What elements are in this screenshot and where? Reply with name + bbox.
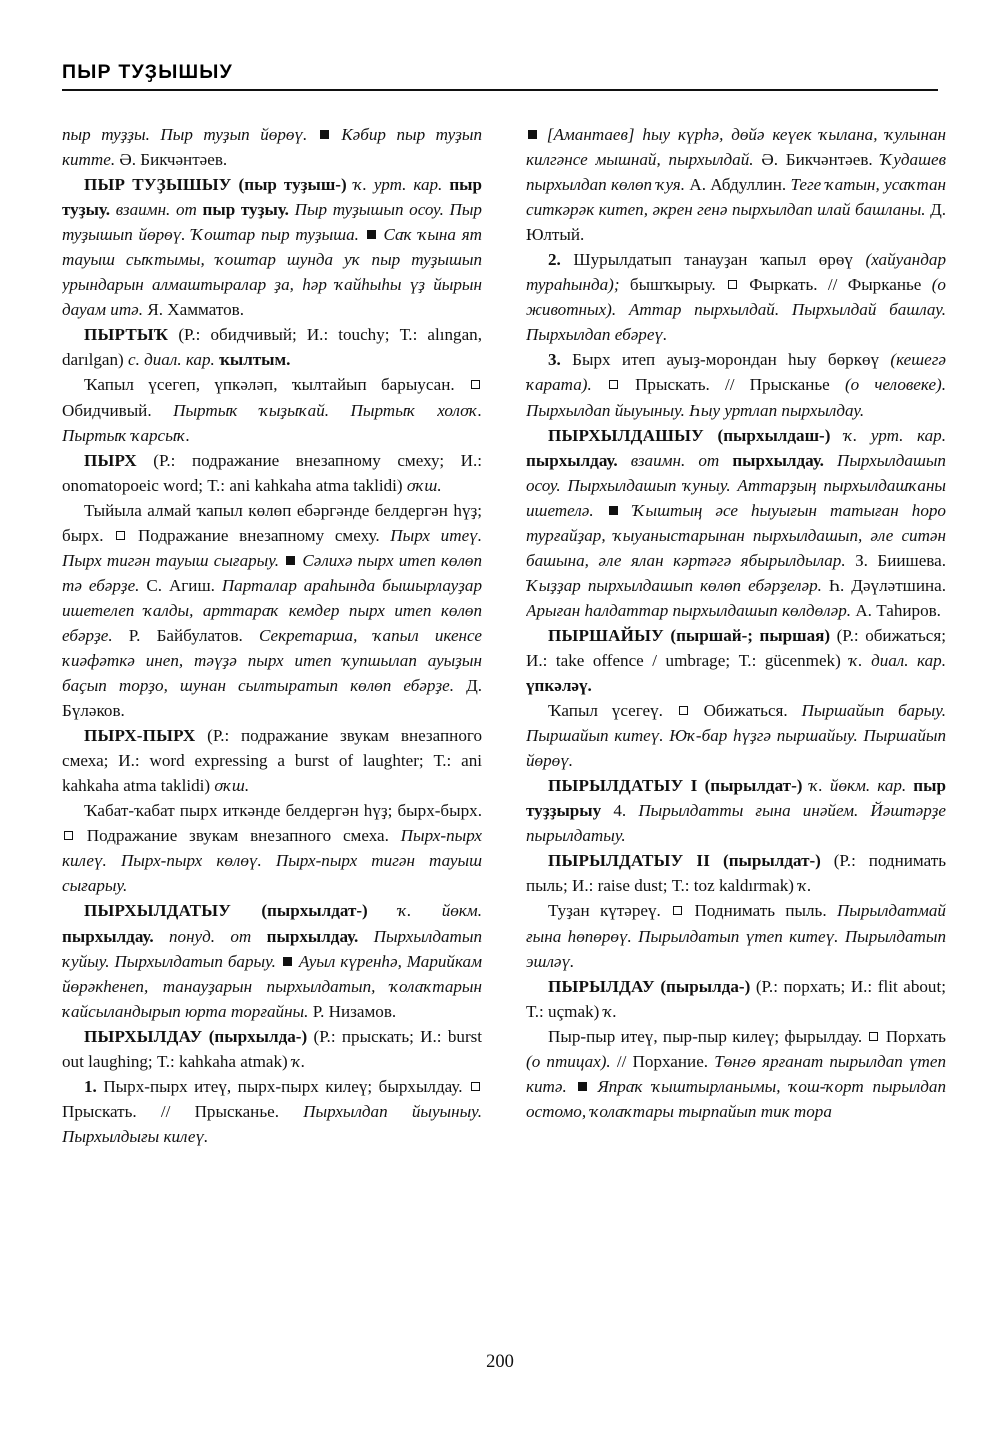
cross-reference-2[interactable]: пырхылдау.	[732, 450, 824, 470]
gloss-tr-label: Т.:	[207, 475, 226, 495]
gloss-ru-label: Р.:	[761, 976, 778, 996]
gloss-ru: подражание звукам внезапного смеха;	[62, 726, 482, 771]
headword: ПЫРШАЙЫУ	[548, 625, 664, 645]
paradigm: (пырылдат-)	[723, 851, 821, 871]
sense-bashkir-end: бышҡырыу.	[629, 275, 716, 295]
entry-pyrxyldau-sense-3	[526, 347, 946, 422]
definition-bashkir: Тыйыла алмай ҡапыл көлөп ебәргәнде белдергән һүҙ; бырх.	[62, 500, 482, 545]
sense-ru-b: Прысканье	[749, 375, 830, 395]
gloss-en: take offence / umbrage;	[555, 650, 731, 670]
sense-examples: Пырхылдап йыуыныу. Һыу уртлап пырхылдау.	[526, 400, 865, 420]
gloss-tr: kahkaha atmak)	[179, 1051, 288, 1071]
sense-ru-paren: (о человеке).	[844, 375, 946, 395]
cross-reference[interactable]: үпкәләү.	[526, 676, 592, 696]
filled-square-marker-icon	[286, 556, 295, 565]
cross-reference[interactable]: пыр туҙҙырыу	[526, 776, 946, 821]
filled-square-marker-icon	[283, 957, 292, 966]
gloss-ru: подражание внезапному смеху;	[191, 450, 445, 470]
citation-1: Сәлихә пырх итеп көлөп тә ебәрҙе.	[62, 550, 482, 595]
examples: Пырхылдашып осоу. Пырхылдашып ҡуныу. Аттарҙың пырхылдашҡаны ишетелә.	[526, 450, 946, 520]
cross-reference-2[interactable]: пырхылдау.	[266, 926, 359, 946]
gloss-en-label: И.:	[460, 450, 482, 470]
citation-2: Парталар араһында бышырлауҙар ишетелеп ҡалды, арттараҡ кемдер пырх итеп көлөп ебәрҙе.	[62, 575, 482, 645]
double-slash-marker: //	[160, 1101, 171, 1121]
gloss-tr: toz kaldırmak)	[693, 876, 794, 896]
entry-pyrx: ПЫРХ (Р.: подражание внезапному смеху; И.: onomatopoeic word; Т.: ani kahkaha atma taklidi) оҡш.	[62, 450, 482, 495]
cross-reference-sense: 4.	[613, 801, 627, 821]
sense-ru-b: Фырканье	[847, 275, 922, 295]
attribution-1: С. Агиш.	[146, 575, 215, 595]
sense-ru-paren: (о животных).	[526, 275, 946, 320]
definition-ru: Подражание внезапному смеху.	[137, 525, 380, 545]
gloss-tr-label: Т.:	[433, 751, 452, 771]
entry-pyryldatyu-1	[526, 773, 946, 848]
cross-reference-2[interactable]: пыр туҙыу.	[202, 200, 289, 220]
open-square-marker-icon	[679, 706, 688, 715]
attribution-2: Һ. Дәүләтшина.	[828, 575, 946, 595]
sense-bashkir: Шурылдатып танауҙан ҡапыл өрөү	[573, 250, 853, 270]
gloss-en-label: И.:	[306, 325, 329, 345]
examples: Пыршайып барыу. Пыршайып китеү. Юҡ-бар һүҙгә пыршайыу. Пыршайып йөрөү.	[526, 701, 946, 771]
open-square-marker-icon	[471, 380, 480, 389]
open-square-marker-icon	[609, 380, 618, 389]
entry-pyryldau: ПЫРЫЛДАУ (пырылда-) (Р.: порхать; И.: flit about; Т.: uçmak) ҡ.	[526, 976, 946, 1021]
gloss-ru-label: Р.:	[319, 1026, 336, 1046]
gloss-ru-label: Р.:	[159, 450, 176, 470]
grammar-label-2: взаимн. от	[115, 200, 197, 220]
entry-pyrtyq-definition	[62, 372, 482, 447]
headword: ПЫРХЫЛДАТЫУ	[84, 901, 232, 921]
citation-1: һыу күрһә, дөйә кеүек ҡылана, ҡулынан килгәнсе мышнай, пырхылдай.	[526, 125, 946, 170]
attribution-1: З. Биишева.	[855, 550, 946, 570]
grammar-label-2: понуд. от	[168, 926, 252, 946]
entry-pyryldau-definition	[526, 1024, 946, 1124]
column-container	[62, 122, 946, 1337]
open-square-marker-icon	[116, 531, 125, 540]
sense-ru-b: Прысканье.	[194, 1101, 279, 1121]
definition-ru-paren: (о птицах).	[526, 1051, 611, 1071]
header-rule	[62, 89, 938, 91]
definition-ru-a: Порхать	[885, 1026, 946, 1046]
gloss-ru: обижаться;	[865, 625, 946, 645]
page-number: 200	[486, 1352, 514, 1372]
entry-pyryldatyu-2-definition	[526, 898, 946, 973]
sense-examples: Аттар пырхылдай. Пырхылдай башлау. Пырхылдап ебәреү.	[526, 300, 946, 345]
citation-1: Ҡыштың әсе һыуығын татыған һоро турғайҙар, ҡыуаныстарынан пырхылдашып, әле ситән башына, әле ялан кәртәгә ябырылдылар.	[526, 500, 946, 570]
entry-pyrtyq: ПЫРТЫҠ (Р.: обидчивый; И.: touchy; Т.: alıngan, darılgan) с. диал. кар. ҡылтым.	[62, 325, 482, 370]
examples: Пырхылдатып ҡуйыу. Пырхылдатып барыу.	[62, 926, 482, 971]
grammar-label: ҡ. йөкм. кар.	[809, 776, 907, 796]
examples: Пыр туҙышып осоу. Пыр туҙышып йөрөү. Ҡоштар пыр туҙыша.	[62, 200, 482, 245]
attribution-3: Д. Юлтый.	[526, 200, 946, 245]
filled-square-marker-icon	[528, 130, 537, 139]
gloss-tr-label: Т.:	[156, 1051, 175, 1071]
gloss-ru: обидчивый;	[210, 325, 297, 345]
filled-square-marker-icon	[578, 1082, 587, 1091]
carryover-text-2: Кәбир пыр туҙып китте.	[62, 125, 482, 170]
paradigm: (пырылда-)	[660, 976, 751, 996]
gloss-ru: порхать;	[783, 976, 846, 996]
attribution: Я. Хамматов.	[147, 300, 245, 320]
gloss-ru-label: Р.:	[184, 325, 201, 345]
definition-bashkir: Ҡабат-ҡабат пырх иткәнде белдергән һүҙ; бырх-бырх.	[84, 801, 482, 821]
headword: ПЫРТЫҠ	[84, 325, 169, 345]
gloss-ru: поднимать пыль;	[526, 851, 946, 896]
gloss-en-label: И.:	[572, 876, 594, 896]
definition-bashkir: Туҙан күтәреү.	[548, 901, 661, 921]
double-slash-marker: //	[827, 275, 838, 295]
sense-number: 2.	[548, 250, 561, 270]
headword: ПЫРХЫЛДАШЫУ	[548, 425, 704, 445]
definition-ru: Обидчивый.	[62, 400, 152, 420]
filled-square-marker-icon	[609, 506, 618, 515]
sense-bashkir: Бырх итеп ауыҙ-морондан һыу бөркөү	[572, 350, 880, 370]
sense-number: 1.	[84, 1076, 97, 1096]
headword: ПЫРХ	[84, 450, 137, 470]
sense-bashkir-paren: (хайуандар тураһында);	[526, 250, 946, 295]
gloss-tr: ani kahkaha atma taklidi)	[229, 475, 403, 495]
gloss-en-label: И.:	[118, 751, 140, 771]
definition-bashkir: Ҡапыл үсегеп, үпкәләп, ҡылтайып барыусан.	[84, 375, 455, 395]
double-slash-marker: //	[724, 375, 735, 395]
example-italic: Төнгө ярғанат пырылдап үтеп китә.	[526, 1051, 946, 1096]
headword: ПЫР ТУҘЫШЫУ	[84, 175, 232, 195]
grammar-label-1: ҡ. урт. кар.	[353, 175, 443, 195]
filled-square-marker-icon	[367, 230, 376, 239]
open-square-marker-icon	[64, 831, 73, 840]
gloss-en: burst out laughing;	[62, 1026, 482, 1071]
entry-pyrx-definition	[62, 498, 482, 723]
cross-reference-1[interactable]: пырхылдау.	[526, 450, 618, 470]
entry-pyr-tuzyshyu	[62, 172, 482, 322]
paradigm: (пыр туҙыш-)	[238, 175, 347, 195]
cross-reference-1[interactable]: пыр туҙыу.	[62, 175, 482, 220]
gloss-tr: gücenmek)	[764, 650, 841, 670]
grammar-label-1: ҡ. урт. кар.	[844, 425, 946, 445]
gloss-en-label: И.:	[850, 976, 873, 996]
examples: Пырылдатты ғына инәйем. Йәштәрҙе пырылдатыу.	[526, 801, 946, 846]
gloss-en: touchy;	[338, 325, 390, 345]
gloss-en: word expressing a burst of laughter;	[149, 751, 424, 771]
filled-square-marker-icon	[320, 130, 329, 139]
gloss-en-label: И.:	[420, 1026, 442, 1046]
examples: Пырх-пырх килеү. Пырх-пырх көлөү. Пырх-пырх тигән тауыш сығарыу.	[62, 826, 482, 896]
citation: Саҡ ҡына ят тауыш сыҡтымы, ҡоштар шунда уҡ пыр туҙышып урындарын алмаштыралар ҙа, һәр ҡайһыһы үҙ йырын дауам итә.	[62, 225, 482, 320]
grammar-label-1: ҡ. йөкм.	[398, 901, 482, 921]
attribution-3: А. Таһиров.	[855, 600, 941, 620]
attribution: Р. Низамов.	[312, 1001, 397, 1021]
gloss-ru-label: Р.:	[842, 625, 859, 645]
gloss-en: flit about;	[877, 976, 946, 996]
gloss-tr: ani kahkaha atma taklidi)	[62, 751, 482, 796]
citation-1-bracket: [Амантаев]	[546, 125, 635, 144]
left-column	[62, 122, 482, 1337]
headword: ПЫРЫЛДАУ	[548, 976, 655, 996]
examples: Пырх итеү. Пырх тигән тауыш сығарыу.	[62, 525, 482, 570]
sense-ru-a: Прыскать.	[62, 1101, 137, 1121]
open-square-marker-icon	[869, 1032, 878, 1041]
definition-ru: Подражание звукам внезапного смеха.	[86, 826, 389, 846]
cross-reference-1[interactable]: пырхылдау.	[62, 926, 154, 946]
entry-pyrxyldashyu	[526, 423, 946, 623]
entry-pyrxyldatyu	[62, 898, 482, 1023]
attribution-2: А. Абдуллин.	[689, 175, 787, 195]
entry-pyrx-pyrx-definition	[62, 798, 482, 898]
entry-pyrxyldau: ПЫРХЫЛДАУ (пырхылда-) (Р.: прыскать; И.: burst out laughing; Т.: kahkaha atmak) ҡ.	[62, 1026, 482, 1071]
definition-ru: Обижаться.	[703, 701, 788, 721]
entry-pyrxyldau-citations	[526, 122, 946, 247]
double-slash-marker: //	[616, 1051, 627, 1071]
sense-bashkir: Пырх-пырх итеү, пырх-пырх килеү; бырхылдау.	[103, 1076, 463, 1096]
attribution-1: Ә. Бикчәнтәев.	[761, 150, 873, 170]
gloss-ru: прыскать;	[341, 1026, 414, 1046]
grammar-label: оҡш.	[406, 475, 442, 495]
right-column	[526, 122, 946, 1337]
sense-examples: Пырхылдап йыуыныу. Пырхылдығы килеү.	[62, 1101, 482, 1146]
gloss-en: onomatopoeic word;	[62, 475, 203, 495]
grammar-label: ҡ.	[603, 1001, 617, 1021]
paradigm: (пырхылдаш-)	[717, 425, 831, 445]
sense-bashkir-paren: (кешегә ҡарата).	[526, 350, 946, 395]
cross-reference[interactable]: ҡылтым.	[219, 350, 291, 370]
headword: ПЫРХ-ПЫРХ	[84, 726, 196, 746]
gloss-tr-label: Т.:	[738, 650, 757, 670]
gloss-tr-label: Т.:	[671, 876, 690, 896]
paradigm: (пыршай-; пыршая)	[670, 625, 831, 645]
citation-3: Арыған һалдаттар пырхылдашып көлдөләр.	[526, 600, 852, 620]
carryover-paragraph	[62, 122, 482, 172]
gloss-tr: uçmak)	[548, 1001, 600, 1021]
citation-3: Секретарша, ҡапыл икенсе ҡиәфәткә инеп, тәүҙә пырх итеп ҡупшылап ауыҙын баҫып торҙо, шунан сылтыратып көлөп ебәрҙе.	[62, 625, 482, 696]
gloss-tr: alıngan, darılgan)	[62, 325, 482, 370]
carryover-text-1: пыр туҙҙы. Пыр туҙып йөрөү.	[62, 125, 308, 144]
grammar-label: с. диал. кар.	[127, 350, 215, 370]
sense-ru-a: Прыскать.	[635, 375, 710, 395]
carryover-attribution-1: Ә. Бикчәнтәев.	[119, 150, 228, 170]
running-head: ПЫР ТУҘЫШЫУ	[62, 61, 233, 83]
grammar-label: оҡш.	[214, 776, 250, 796]
open-square-marker-icon	[471, 1082, 480, 1091]
paradigm: (пырхылдат-)	[261, 901, 368, 921]
entry-pyrxyldau-sense-2	[526, 247, 946, 347]
citation-3: Теге ҡатын, усаҡтан ситкәрәк китеп, әкрен генә пырхылдап илай башланы.	[526, 175, 946, 220]
attribution-3: Д. Бүләков.	[62, 676, 482, 721]
examples: Пыртыҡ ҡыҙыҡай. Пыртыҡ холоҡ. Пыртыҡ ҡарсыҡ.	[62, 400, 482, 445]
gloss-tr-label: Т.:	[526, 1001, 544, 1021]
attribution-2: Р. Байбулатов.	[128, 625, 243, 645]
examples: Пырылдатмай ғына һөпөрөү. Пырылдатып үтеп китеү. Пырылдатып эшләү.	[526, 901, 946, 971]
open-square-marker-icon	[728, 280, 737, 289]
citation-2: Ҡудашев пырхылдап көлөп ҡуя.	[526, 150, 946, 195]
definition-bashkir: Пыр-пыр итеү, пыр-пыр килеү; фырылдау.	[548, 1026, 863, 1046]
headword: ПЫРХЫЛДАУ	[84, 1026, 203, 1046]
citation-2: Ҡыҙҙар пырхылдашып көлөп ебәрҙеләр.	[526, 575, 822, 595]
definition-ru: Поднимать пыль.	[694, 901, 827, 921]
page-header	[62, 62, 938, 91]
gloss-ru-label: Р.:	[212, 726, 230, 746]
headword: ПЫРЫЛДАТЫУ II	[548, 851, 711, 871]
sense-number: 3.	[548, 350, 561, 370]
grammar-label: ҡ. диал. кар.	[849, 650, 946, 670]
paradigm: (пырхылда-)	[208, 1026, 308, 1046]
headword: ПЫРЫЛДАТЫУ I	[548, 776, 698, 796]
paradigm: (пырылдат-)	[704, 776, 803, 796]
gloss-tr-label: Т.:	[399, 325, 418, 345]
grammar-label-2: взаимн. от	[630, 450, 720, 470]
entry-pyrshayyu: ПЫРШАЙЫУ (пыршай-; пыршая) (Р.: обижаться; И.: take offence / umbrage; Т.: gücenmek) ҡ. диал. кар. үпкәләү.	[526, 625, 946, 696]
entry-pyrx-pyrx: ПЫРХ-ПЫРХ (Р.: подражание звукам внезапного смеха; И.: word expressing a burst of laughter; Т.: ani kahkaha atma taklidi) оҡш.	[62, 726, 482, 796]
definition-ru-b: Порхание.	[632, 1051, 709, 1071]
open-square-marker-icon	[673, 906, 682, 915]
gloss-en: raise dust;	[597, 876, 668, 896]
citation: Ауыл күренһә, Марийкам йөрәкһенеп, танауҙарын пырхылдатып, ҡолаҡтарын ҡайсыландырып юрта торғайны.	[62, 951, 482, 1021]
gloss-ru-label: Р.:	[839, 851, 856, 871]
grammar-label: ҡ.	[291, 1051, 306, 1071]
definition-bashkir: Ҡапыл үсегеү.	[548, 701, 663, 721]
entry-pyryldatyu-2: ПЫРЫЛДАТЫУ II (пырылдат-) (Р.: поднимать пыль; И.: raise dust; Т.: toz kaldırmak) ҡ.	[526, 851, 946, 896]
entry-pyrshayyu-definition	[526, 698, 946, 773]
grammar-label: ҡ.	[798, 876, 812, 896]
citation: Япраҡ ҡыштырланымы, ҡош-ҡорт пырылдап остомо, ҡолаҡтары тырпайып тик тора	[526, 1076, 946, 1121]
gloss-en-label: И.:	[526, 650, 548, 670]
sense-ru-a: Фыркать.	[749, 275, 818, 295]
entry-pyrxyldau-sense-1	[62, 1074, 482, 1149]
